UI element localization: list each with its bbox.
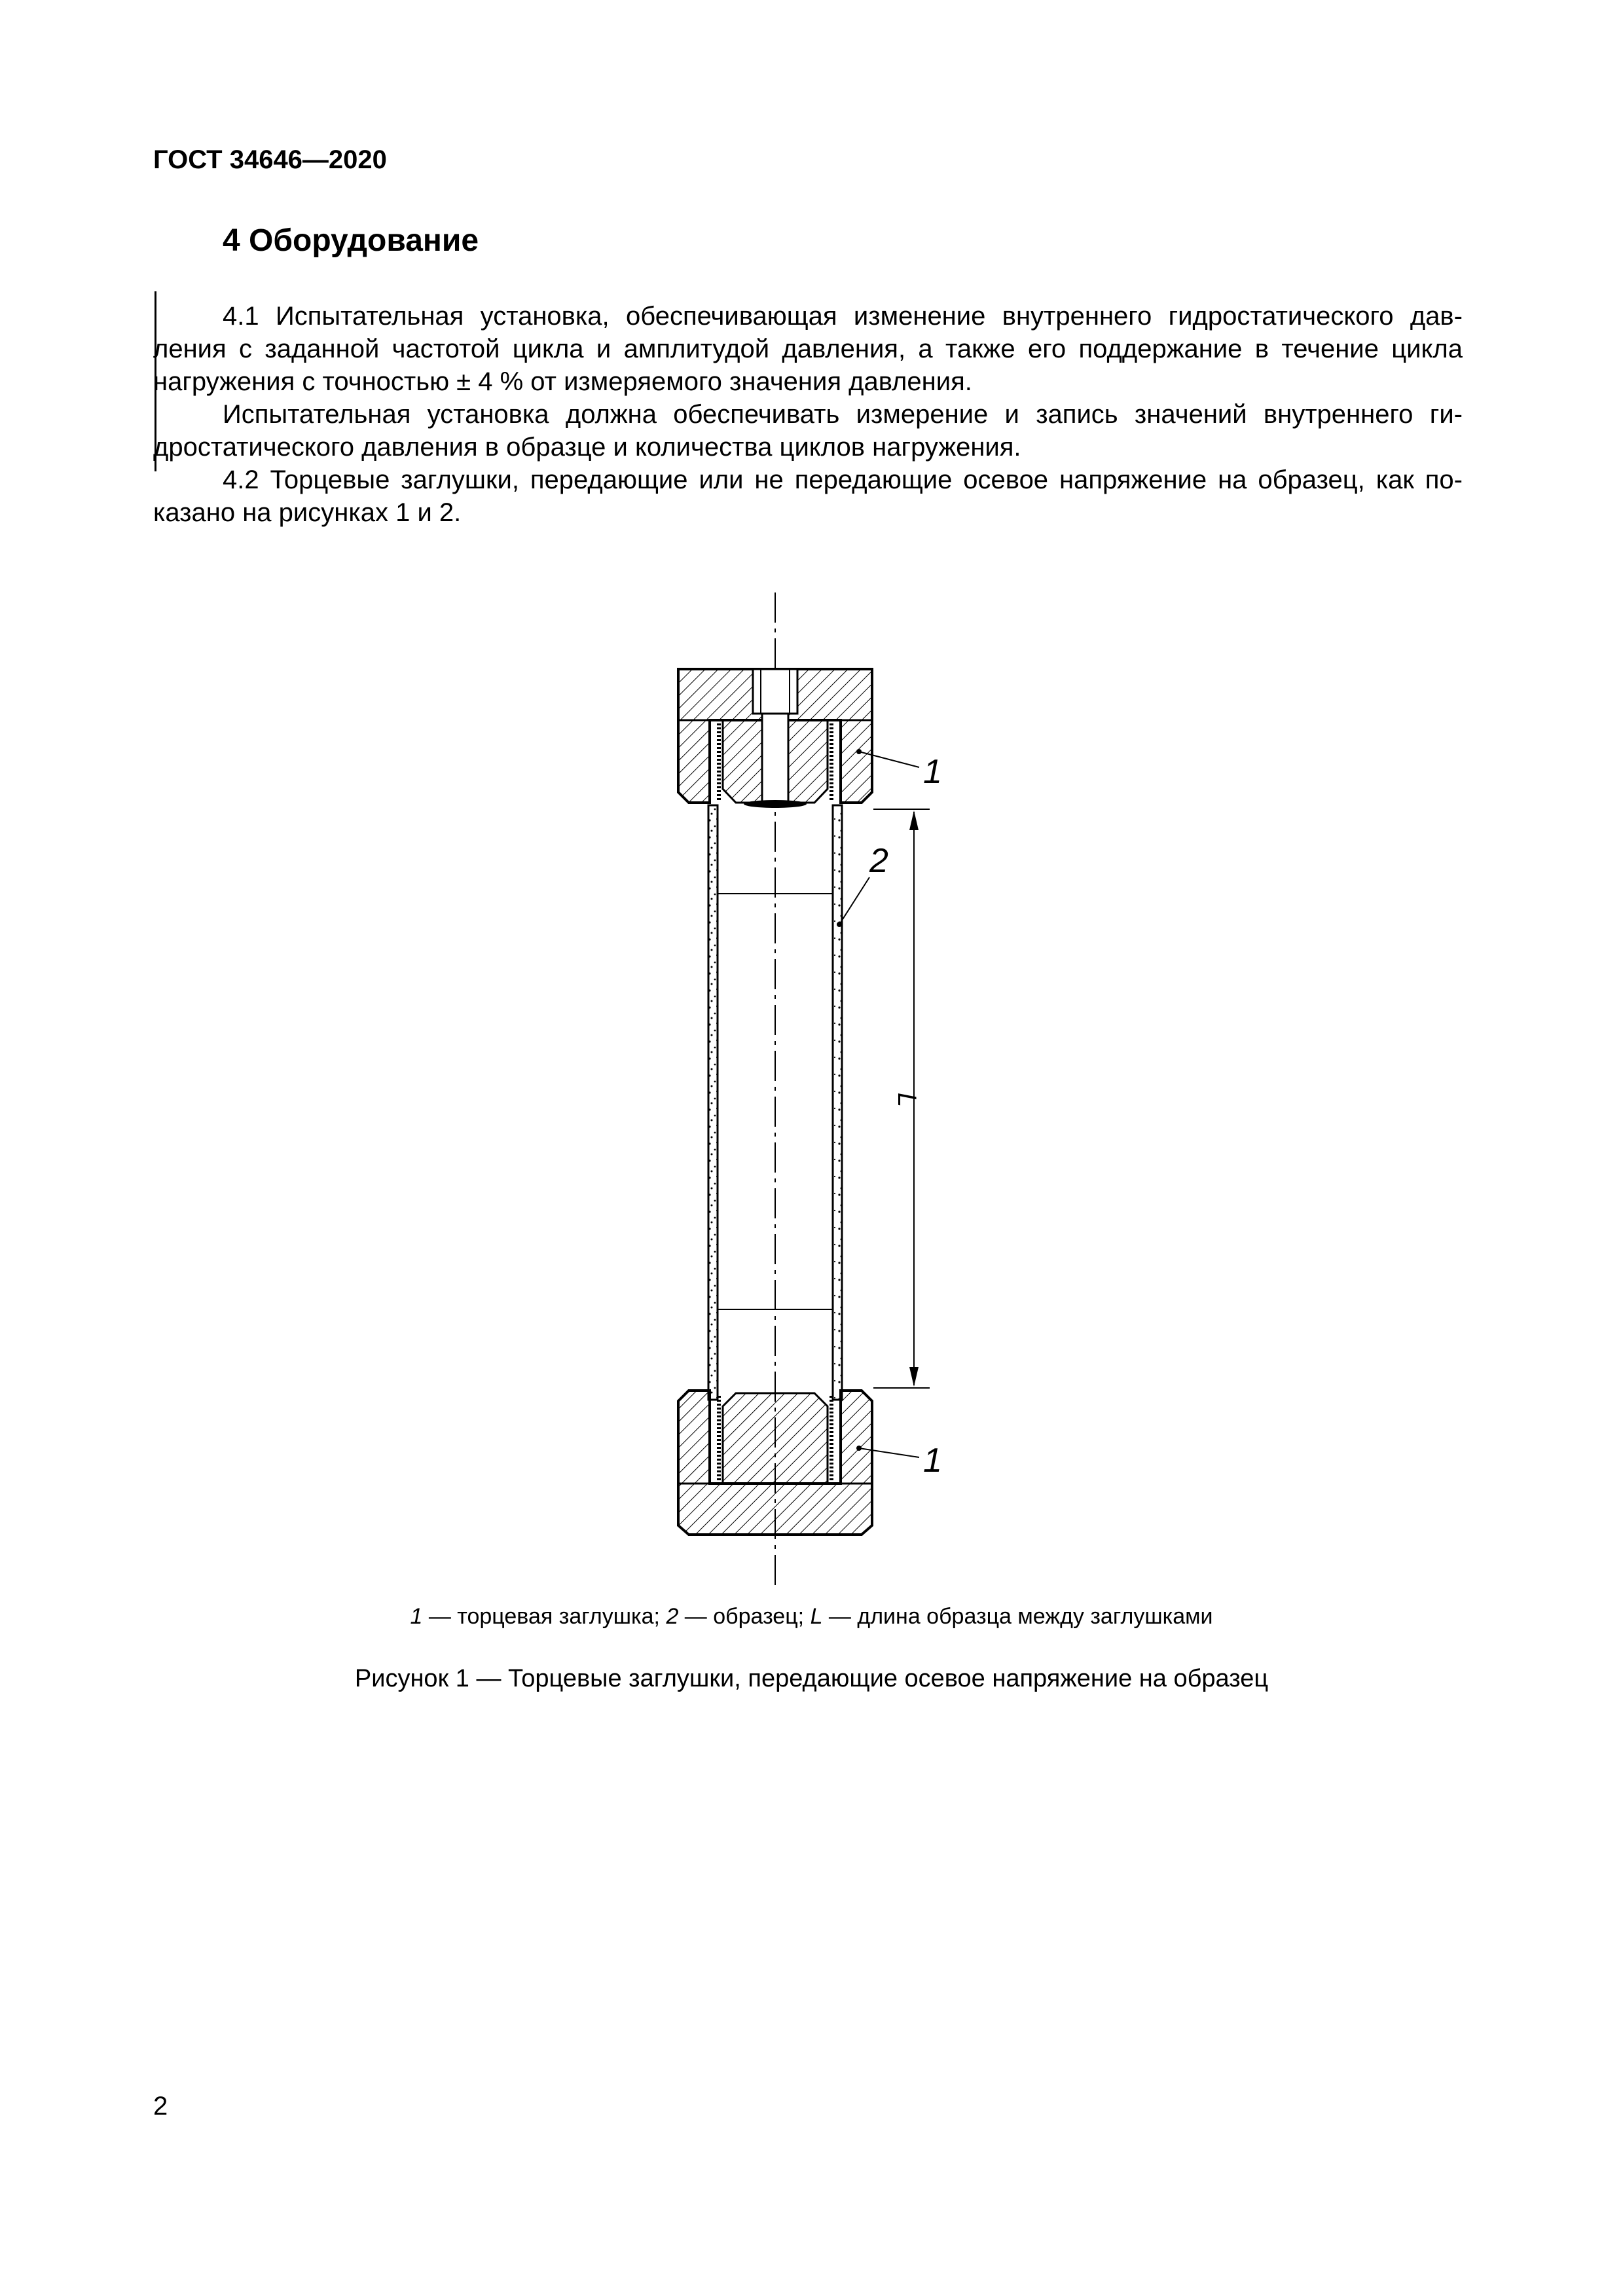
text-line: ления с заданной частотой цикла и амплитудой давления, а также его поддержание в течение цикла [153, 335, 1463, 363]
document-header: ГОСТ 34646—2020 [153, 145, 387, 174]
text-line: дростатического давления в образце и количества циклов нагружения. [153, 433, 1021, 462]
section-title: 4 Оборудование [223, 223, 479, 258]
dimension-label: L [892, 1092, 921, 1108]
text-line: 4.1 Испытательная установка, обеспечивающая изменение внутреннего гидростатического дав- [223, 302, 1463, 331]
callout-top-cap: 1 [923, 753, 942, 791]
page-number: 2 [153, 2092, 168, 2121]
bottom-end-cap [678, 1388, 930, 1535]
legend-key-L: L [810, 1604, 823, 1629]
callout-bottom-cap: 1 [923, 1442, 942, 1480]
legend-key-2: 2 [666, 1604, 679, 1629]
text-line: Испытательная установка должна обеспечивать измерение и запись значений внутреннего ги- [223, 400, 1463, 429]
legend-text-2: — образец; [678, 1604, 811, 1629]
text-line: нагружения с точностью ± 4 % от измеряемого значения давления. [153, 367, 972, 396]
figure-caption: Рисунок 1 — Торцевые заглушки, передающие осевое напряжение на образец [354, 1665, 1269, 1692]
legend-text-1: — торцевая заглушка; [422, 1604, 666, 1629]
legend-key-1: 1 [410, 1604, 423, 1629]
callout-specimen: 2 [869, 842, 888, 880]
text-line: казано на рисунках 1 и 2. [153, 498, 462, 527]
figure-legend [0, 1604, 1623, 1630]
legend-text-3: — длина образца между заглушками [822, 1604, 1213, 1629]
text-line: 4.2 Торцевые заглушки, передающие или не передающие осевое напряжение на образец, как по- [223, 465, 1463, 494]
top-end-cap [678, 669, 930, 809]
